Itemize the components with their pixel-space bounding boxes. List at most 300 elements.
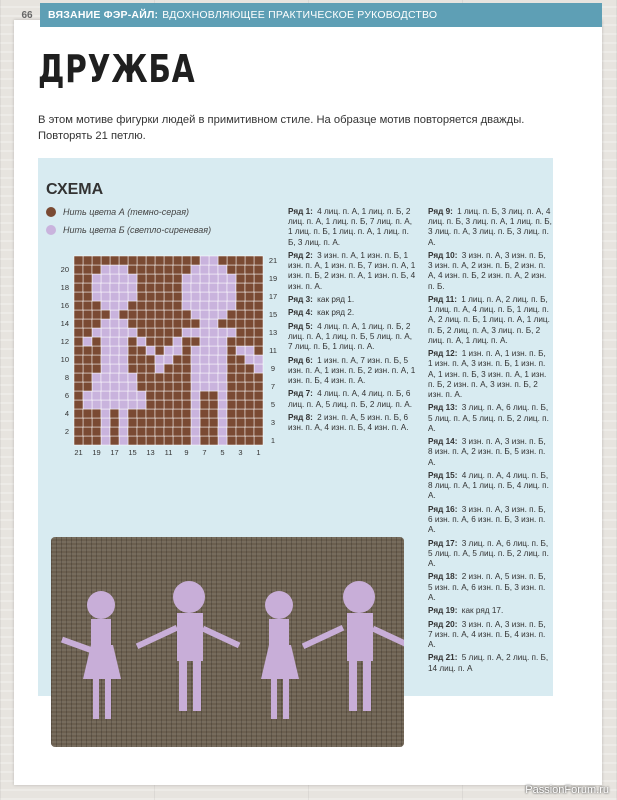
chart-cell [119,364,128,373]
chart-cell [209,292,218,301]
chart-cell [245,409,254,418]
chart-cell [101,436,110,445]
chart-cell [227,436,236,445]
chart-cell [182,382,191,391]
chart-cell [245,292,254,301]
chart-cell [128,310,137,319]
row-label: Ряд 12: [428,349,458,359]
chart-cell [209,418,218,427]
chart-cell [200,310,209,319]
row-label: Ряд 16: [428,504,458,514]
chart-cell [164,346,173,355]
chart-cell [119,319,128,328]
chart-row-label-left: 18 [60,283,69,292]
row-label: Ряд 11: [428,295,457,304]
row-instruction [428,251,552,292]
row-instruction [428,295,552,346]
chart-cell [164,400,173,409]
chart-cell [173,382,182,391]
chart-cell [146,292,155,301]
chart-cell [182,274,191,283]
chart-cell [191,256,200,265]
chart-cell [191,328,200,337]
chart-cell [110,319,119,328]
header-bar [40,3,602,27]
chart-cell [74,283,83,292]
row-instructions-col1 [288,207,418,437]
chart-cell [155,391,164,400]
chart-cell [83,409,92,418]
chart-cell [101,364,110,373]
chart-cell [92,355,101,364]
chart-cell [254,364,263,373]
chart-cell [74,373,83,382]
chart-cell [119,400,128,409]
row-instruction [288,322,418,353]
chart-cell [83,274,92,283]
chart-cell [128,337,137,346]
chart-cell [74,256,83,265]
chart-cell [92,400,101,409]
chart-cell [182,436,191,445]
chart-cell [164,310,173,319]
knitting-chart [46,250,286,465]
chart-cell [227,265,236,274]
row-text: как ряд 2. [314,308,355,318]
chart-cell [218,301,227,310]
chart-cell [227,409,236,418]
chart-cell [101,391,110,400]
chart-cell [218,310,227,319]
chart-cell [227,346,236,355]
chart-cell [245,319,254,328]
row-text: 1 лиц. п. Б, 3 лиц. п. А, 4 лиц. п. Б, 3 лиц. п. А, 1 лиц. п. Б, 3 лиц. п. А, 3 лиц. п. Б, 3 лиц. п. А. [428,207,552,247]
chart-cell [101,409,110,418]
chart-col-label: 5 [220,448,225,457]
chart-cell [119,310,128,319]
chart-cell [200,292,209,301]
chart-cell [227,328,236,337]
chart-cell [209,283,218,292]
chart-cell [164,283,173,292]
chart-cell [236,274,245,283]
chart-cell [164,274,173,283]
chart-cell [245,337,254,346]
chart-cell [200,427,209,436]
chart-row-label-left: 12 [60,337,69,346]
chart-cell [164,418,173,427]
chart-cell [74,391,83,400]
chart-cell [164,373,173,382]
chart-row-label-right: 19 [268,274,278,283]
chart-cell [92,274,101,283]
chart-col-label: 3 [238,448,243,457]
row-instruction [428,437,552,468]
book-title: ВЯЗАНИЕ ФЭР-АЙЛ: [48,9,159,21]
chart-cell [155,364,164,373]
chart-cell [191,382,200,391]
chart-cell [146,373,155,382]
chart-cell [200,436,209,445]
chart-cell [101,346,110,355]
chart-cell [173,265,182,274]
chart-cell [209,355,218,364]
chart-cell [218,292,227,301]
chart-cell [110,265,119,274]
chart-cell [245,310,254,319]
chart-row-label-left: 2 [64,427,69,436]
chart-cell [236,418,245,427]
chart-row-label-right: 3 [270,418,276,427]
chart-cell [182,409,191,418]
chart-row-label-right: 11 [269,346,277,355]
row-text: 1 лиц. п. А, 2 лиц. п. Б, 1 лиц. п. А, 4 лиц. п. Б, 1 лиц. п. А, 2 лиц. п. Б, 1 лиц. п. А, 1 лиц. п. Б, 2 лиц. п. А, 3 лиц. п. Б, 2 лиц. п. А, 1 лиц. п. А. [428,295,550,345]
row-instruction [428,572,552,603]
chart-cell [92,391,101,400]
chart-cell [245,391,254,400]
row-text: 2 изн. п. А, 5 изн. п. Б, 5 изн. п. А, 6 изн. п. Б, 3 изн. п. А. [428,572,546,602]
swatch-figure-boy-2 [302,581,404,711]
chart-cell [236,409,245,418]
chart-cell [83,400,92,409]
row-text: 3 изн. п. А, 3 изн. п. Б, 7 изн. п. А, 4 изн. п. Б, 4 изн. п. А. [428,619,546,649]
legend-item-a [46,207,189,217]
chart-cell [236,400,245,409]
row-text: как ряд 1. [314,295,355,304]
chart-cell [164,292,173,301]
chart-cell [218,418,227,427]
chart-cell [245,436,254,445]
chart-cell [164,319,173,328]
chart-cell [173,373,182,382]
chart-cell [83,391,92,400]
chart-row-label-right: 5 [270,400,276,409]
row-label: Ряд 1: [288,207,313,216]
chart-cell [218,436,227,445]
chart-cell [110,436,119,445]
chart-cell [254,301,263,310]
chart-cell [245,373,254,382]
chart-cell [137,436,146,445]
chart-cell [200,274,209,283]
chart-cell [101,328,110,337]
chart-cell [137,256,146,265]
chart-cell [227,382,236,391]
chart-cell [182,283,191,292]
row-text: 4 лиц. п. А, 1 лиц. п. Б, 2 лиц. п. А, 1 лиц. п. Б, 5 лиц. п. А, 7 лиц. п. Б, 1 лиц. п. А. [288,321,413,352]
chart-col-label: 17 [110,448,119,457]
row-text: 1 изн. п. А, 7 изн. п. Б, 5 изн. п. А, 1 изн. п. Б, 2 изн. п. А, 1 изн. п. Б, 4 изн. п. А. [288,355,416,385]
chart-cell [191,355,200,364]
chart-cell [254,265,263,274]
chart-cell [119,301,128,310]
chart-cell [155,346,164,355]
chart-cell [182,400,191,409]
chart-cell [146,346,155,355]
chart-cell [200,301,209,310]
chart-cell [218,346,227,355]
chart-cell [155,274,164,283]
chart-cell [227,418,236,427]
row-instruction [288,295,418,305]
row-label: Ряд 14: [428,437,458,447]
chart-cell [74,265,83,274]
chart-cell [254,274,263,283]
chart-cell [146,391,155,400]
chart-cell [101,337,110,346]
chart-cell [92,256,101,265]
chart-cell [173,418,182,427]
chart-cell [209,436,218,445]
chart-cell [128,418,137,427]
chart-cell [227,373,236,382]
chart-cell [146,301,155,310]
row-label: Ряд 4: [288,308,313,318]
chart-cell [254,283,263,292]
chart-cell [173,292,182,301]
chart-cell [227,301,236,310]
chart-cell [218,400,227,409]
chart-cell [164,382,173,391]
chart-cell [227,355,236,364]
chart-cell [182,391,191,400]
chart-row-label-right: 1 [270,436,276,445]
chart-cell [146,274,155,283]
chart-cell [101,319,110,328]
chart-cell [173,346,182,355]
chart-cell [74,436,83,445]
row-text: 1 изн. п. А, 1 изн. п. Б, 1 изн. п. А, 3 изн. п. Б, 1 изн. п. А, 1 изн. п. Б, 3 изн. п. А, 1 изн. п. Б, 2 изн. п. А, 3 изн. п. Б, 2 изн. п. А. [428,349,547,400]
chart-row-label-right: 15 [268,310,278,319]
chart-cell [164,364,173,373]
chart-cell [101,400,110,409]
chart-cell [128,373,137,382]
chart-cell [254,409,263,418]
row-label: Ряд 7: [288,389,313,399]
chart-cell [92,364,101,373]
chart-cell [209,382,218,391]
row-instruction [288,251,418,292]
chart-cell [128,355,137,364]
chart-cell [92,310,101,319]
chart-cell [236,355,245,364]
chart-cell [74,274,83,283]
chart-cell [227,319,236,328]
book-subtitle: ВДОХНОВЛЯЮЩЕЕ ПРАКТИЧЕСКОЕ РУКОВОДСТВО [162,9,438,21]
chart-cell [218,355,227,364]
chart-cell [254,391,263,400]
row-instruction [288,389,418,409]
chart-cell [227,400,236,409]
chart-cell [110,283,119,292]
chart-cell [245,265,254,274]
chart-cell [200,328,209,337]
chart-cell [236,427,245,436]
chart-cell [200,346,209,355]
row-instruction [428,471,552,502]
chart-cell [83,346,92,355]
chart-cell [119,283,128,292]
chart-cell [92,328,101,337]
chart-cell [83,319,92,328]
chart-cell [74,319,83,328]
row-label: Ряд 21: [428,653,458,663]
chart-cell [173,328,182,337]
chart-cell [227,274,236,283]
chart-cell [146,283,155,292]
chart-cell [155,409,164,418]
chart-cell [218,337,227,346]
chart-cell [254,382,263,391]
chart-cell [182,373,191,382]
chart-cell [245,328,254,337]
chart-cell [209,337,218,346]
row-text: 3 изн. п. А, 1 изн. п. Б, 1 изн. п. А, 1 изн. п. Б, 7 изн. п. А, 1 изн. п. Б, 2 изн. п. А, 1 изн. п. Б, 4 изн. п. А. [288,251,416,291]
chart-cell [137,373,146,382]
chart-cell [74,409,83,418]
chart-cell [245,301,254,310]
scheme-title: СХЕМА [46,181,104,198]
page-title: ДРУЖБА [38,47,196,91]
chart-cell [92,409,101,418]
chart-row-label-right: 7 [270,382,276,391]
chart-cell [83,328,92,337]
chart-cell [137,346,146,355]
chart-cell [155,436,164,445]
chart-cell [74,400,83,409]
chart-cell [128,265,137,274]
row-text: как ряд 17. [459,606,504,616]
chart-cell [119,418,128,427]
color-b-swatch-icon [46,225,56,235]
chart-cell [146,337,155,346]
chart-cell [128,292,137,301]
chart-cell [101,292,110,301]
chart-cell [164,427,173,436]
chart-cell [218,427,227,436]
chart-cell [101,418,110,427]
chart-cell [254,355,263,364]
chart-cell [155,265,164,274]
chart-cell [101,301,110,310]
chart-cell [191,427,200,436]
chart-cell [137,418,146,427]
chart-cell [200,364,209,373]
chart-cell [218,328,227,337]
row-label: Ряд 18: [428,572,458,582]
chart-cell [146,364,155,373]
chart-cell [245,427,254,436]
chart-cell [110,310,119,319]
chart-cell [146,436,155,445]
chart-cell [254,436,263,445]
chart-cell [128,319,137,328]
chart-cell [137,328,146,337]
row-text: 5 лиц. п. А, 2 лиц. п. Б, 14 лиц. п. А [428,653,549,673]
chart-cell [227,310,236,319]
chart-cell [182,337,191,346]
chart-cell [227,391,236,400]
chart-cell [74,310,83,319]
chart-cell [155,283,164,292]
row-instruction [428,349,552,400]
chart-cell [128,427,137,436]
chart-row-label-right: 21 [268,256,278,265]
row-text: 3 лиц. п. А, 6 лиц. п. Б, 5 лиц. п. А, 5 лиц. п. Б, 2 лиц. п. А. [428,538,549,568]
chart-cell [155,382,164,391]
chart-cell [227,427,236,436]
swatch-figure-girl-1 [61,591,121,719]
intro-text: В этом мотиве фигурки людей в примитивном стиле. На образце мотив повторяется дважды. Повторять 21 петлю. [38,114,525,142]
chart-cell [173,355,182,364]
chart-cell [83,337,92,346]
chart-cell [254,310,263,319]
chart-cell [119,346,128,355]
chart-cell [209,400,218,409]
chart-row-label-left: 6 [64,391,69,400]
chart-cell [182,418,191,427]
chart-cell [173,256,182,265]
chart-cell [191,310,200,319]
chart-cell [74,328,83,337]
chart-cell [92,301,101,310]
chart-cell [236,364,245,373]
chart-cell [146,427,155,436]
chart-cell [173,283,182,292]
chart-cell [182,256,191,265]
chart-cell [182,301,191,310]
chart-cell [92,319,101,328]
chart-cell [236,436,245,445]
row-instruction [428,620,552,651]
chart-cell [137,310,146,319]
chart-cell [110,256,119,265]
chart-cell [164,391,173,400]
chart-cell [137,364,146,373]
chart-cell [236,328,245,337]
chart-cell [83,364,92,373]
chart-cell [200,373,209,382]
row-instruction [288,413,418,433]
chart-cell [146,265,155,274]
chart-cell [101,265,110,274]
chart-cell [254,427,263,436]
chart-cell [110,328,119,337]
chart-cell [83,373,92,382]
chart-cell [218,382,227,391]
chart-cell [155,373,164,382]
chart-cell [245,400,254,409]
row-label: Ряд 20: [428,619,458,629]
chart-cell [245,283,254,292]
chart-cell [137,301,146,310]
chart-cell [227,337,236,346]
chart-cell [137,265,146,274]
chart-cell [101,355,110,364]
chart-cell [83,292,92,301]
chart-cell [236,301,245,310]
chart-cell [155,292,164,301]
chart-cell [137,355,146,364]
chart-col-label: 11 [164,448,173,457]
chart-cell [137,400,146,409]
row-label: Ряд 10: [428,251,458,260]
row-text: 4 лиц. п. А, 1 лиц. п. Б, 2 лиц. п. А, 1 лиц. п. Б, 7 лиц. п. А, 1 лиц. п. Б, 1 лиц. п. А, 1 лиц. п. Б, 3 лиц. п. А. [288,207,413,247]
chart-cell [245,274,254,283]
row-instruction [288,207,418,248]
chart-cell [227,256,236,265]
chart-cell [110,337,119,346]
